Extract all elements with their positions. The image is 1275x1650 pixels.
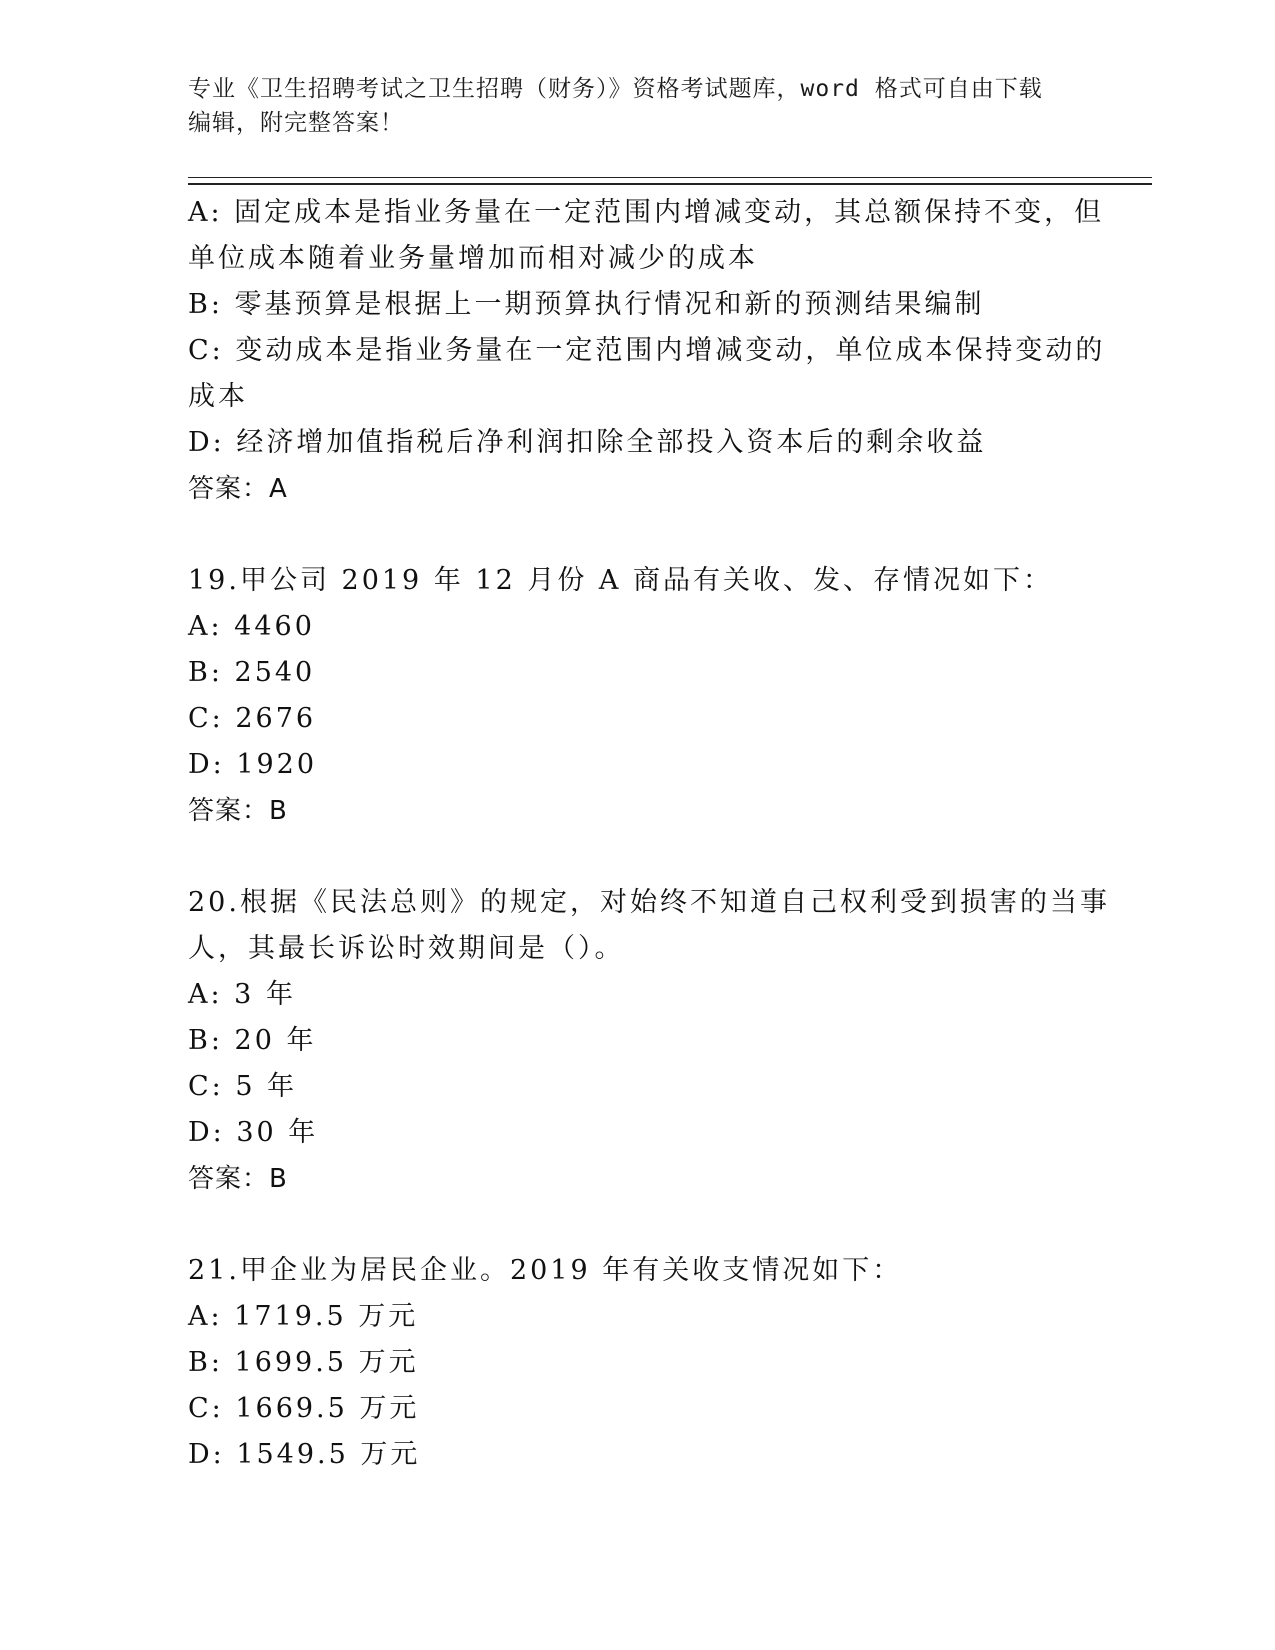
header-line-2: 编辑，附完整答案！ bbox=[188, 110, 404, 136]
option-c-line-2: 成本 bbox=[188, 381, 248, 412]
question-19 bbox=[188, 558, 1088, 834]
option-c: C: 2676 bbox=[188, 703, 317, 734]
option-a: A: 3 年 bbox=[188, 979, 296, 1010]
option-d: D: 1920 bbox=[188, 749, 318, 780]
option-d: D: 1549.5 万元 bbox=[188, 1439, 421, 1470]
answer-19: 答案：B bbox=[188, 796, 288, 826]
option-b: B: 20 年 bbox=[188, 1025, 317, 1056]
question-19-stem: 19.甲公司 2019 年 12 月份 A 商品有关收、发、存情况如下： bbox=[188, 565, 1054, 596]
document-header bbox=[188, 72, 1078, 140]
option-b: B: 1699.5 万元 bbox=[188, 1347, 419, 1378]
answer-20: 答案：B bbox=[188, 1164, 288, 1194]
spacer bbox=[188, 834, 1088, 880]
option-b: B: 2540 bbox=[188, 657, 316, 688]
option-a-line-2: 单位成本随着业务量增加而相对减少的成本 bbox=[188, 243, 758, 274]
option-c-line-1: C: 变动成本是指业务量在一定范围内增减变动，单位成本保持变动的 bbox=[188, 335, 1106, 366]
option-a: A: 4460 bbox=[188, 611, 315, 642]
header-divider-thin bbox=[188, 177, 1152, 178]
header-divider-thick bbox=[188, 183, 1152, 185]
spacer bbox=[188, 1202, 1088, 1248]
question-content bbox=[188, 190, 1110, 1478]
answer-18: 答案：A bbox=[188, 474, 288, 504]
question-20 bbox=[188, 880, 1110, 1202]
question-18-options bbox=[188, 190, 1106, 512]
question-20-stem-line-2: 人，其最长诉讼时效期间是（）。 bbox=[188, 933, 625, 964]
option-b: B: 零基预算是根据上一期预算执行情况和新的预测结果编制 bbox=[188, 289, 985, 320]
header-line-1: 专业《卫生招聘考试之卫生招聘（财务）》资格考试题库，word 格式可自由下载 bbox=[188, 76, 1043, 102]
question-20-stem-line-1: 20.根据《民法总则》的规定，对始终不知道自己权利受到损害的当事 bbox=[188, 887, 1110, 918]
option-c: C: 5 年 bbox=[188, 1071, 298, 1102]
option-c: C: 1669.5 万元 bbox=[188, 1393, 420, 1424]
option-a: A: 1719.5 万元 bbox=[188, 1301, 419, 1332]
option-d: D: 30 年 bbox=[188, 1117, 319, 1148]
option-d: D: 经济增加值指税后净利润扣除全部投入资本后的剩余收益 bbox=[188, 427, 987, 458]
spacer bbox=[188, 512, 1088, 558]
question-21-stem: 21.甲企业为居民企业。2019 年有关收支情况如下： bbox=[188, 1255, 903, 1286]
question-21 bbox=[188, 1248, 1088, 1478]
option-a-line-1: A: 固定成本是指业务量在一定范围内增减变动，其总额保持不变，但 bbox=[188, 197, 1105, 228]
